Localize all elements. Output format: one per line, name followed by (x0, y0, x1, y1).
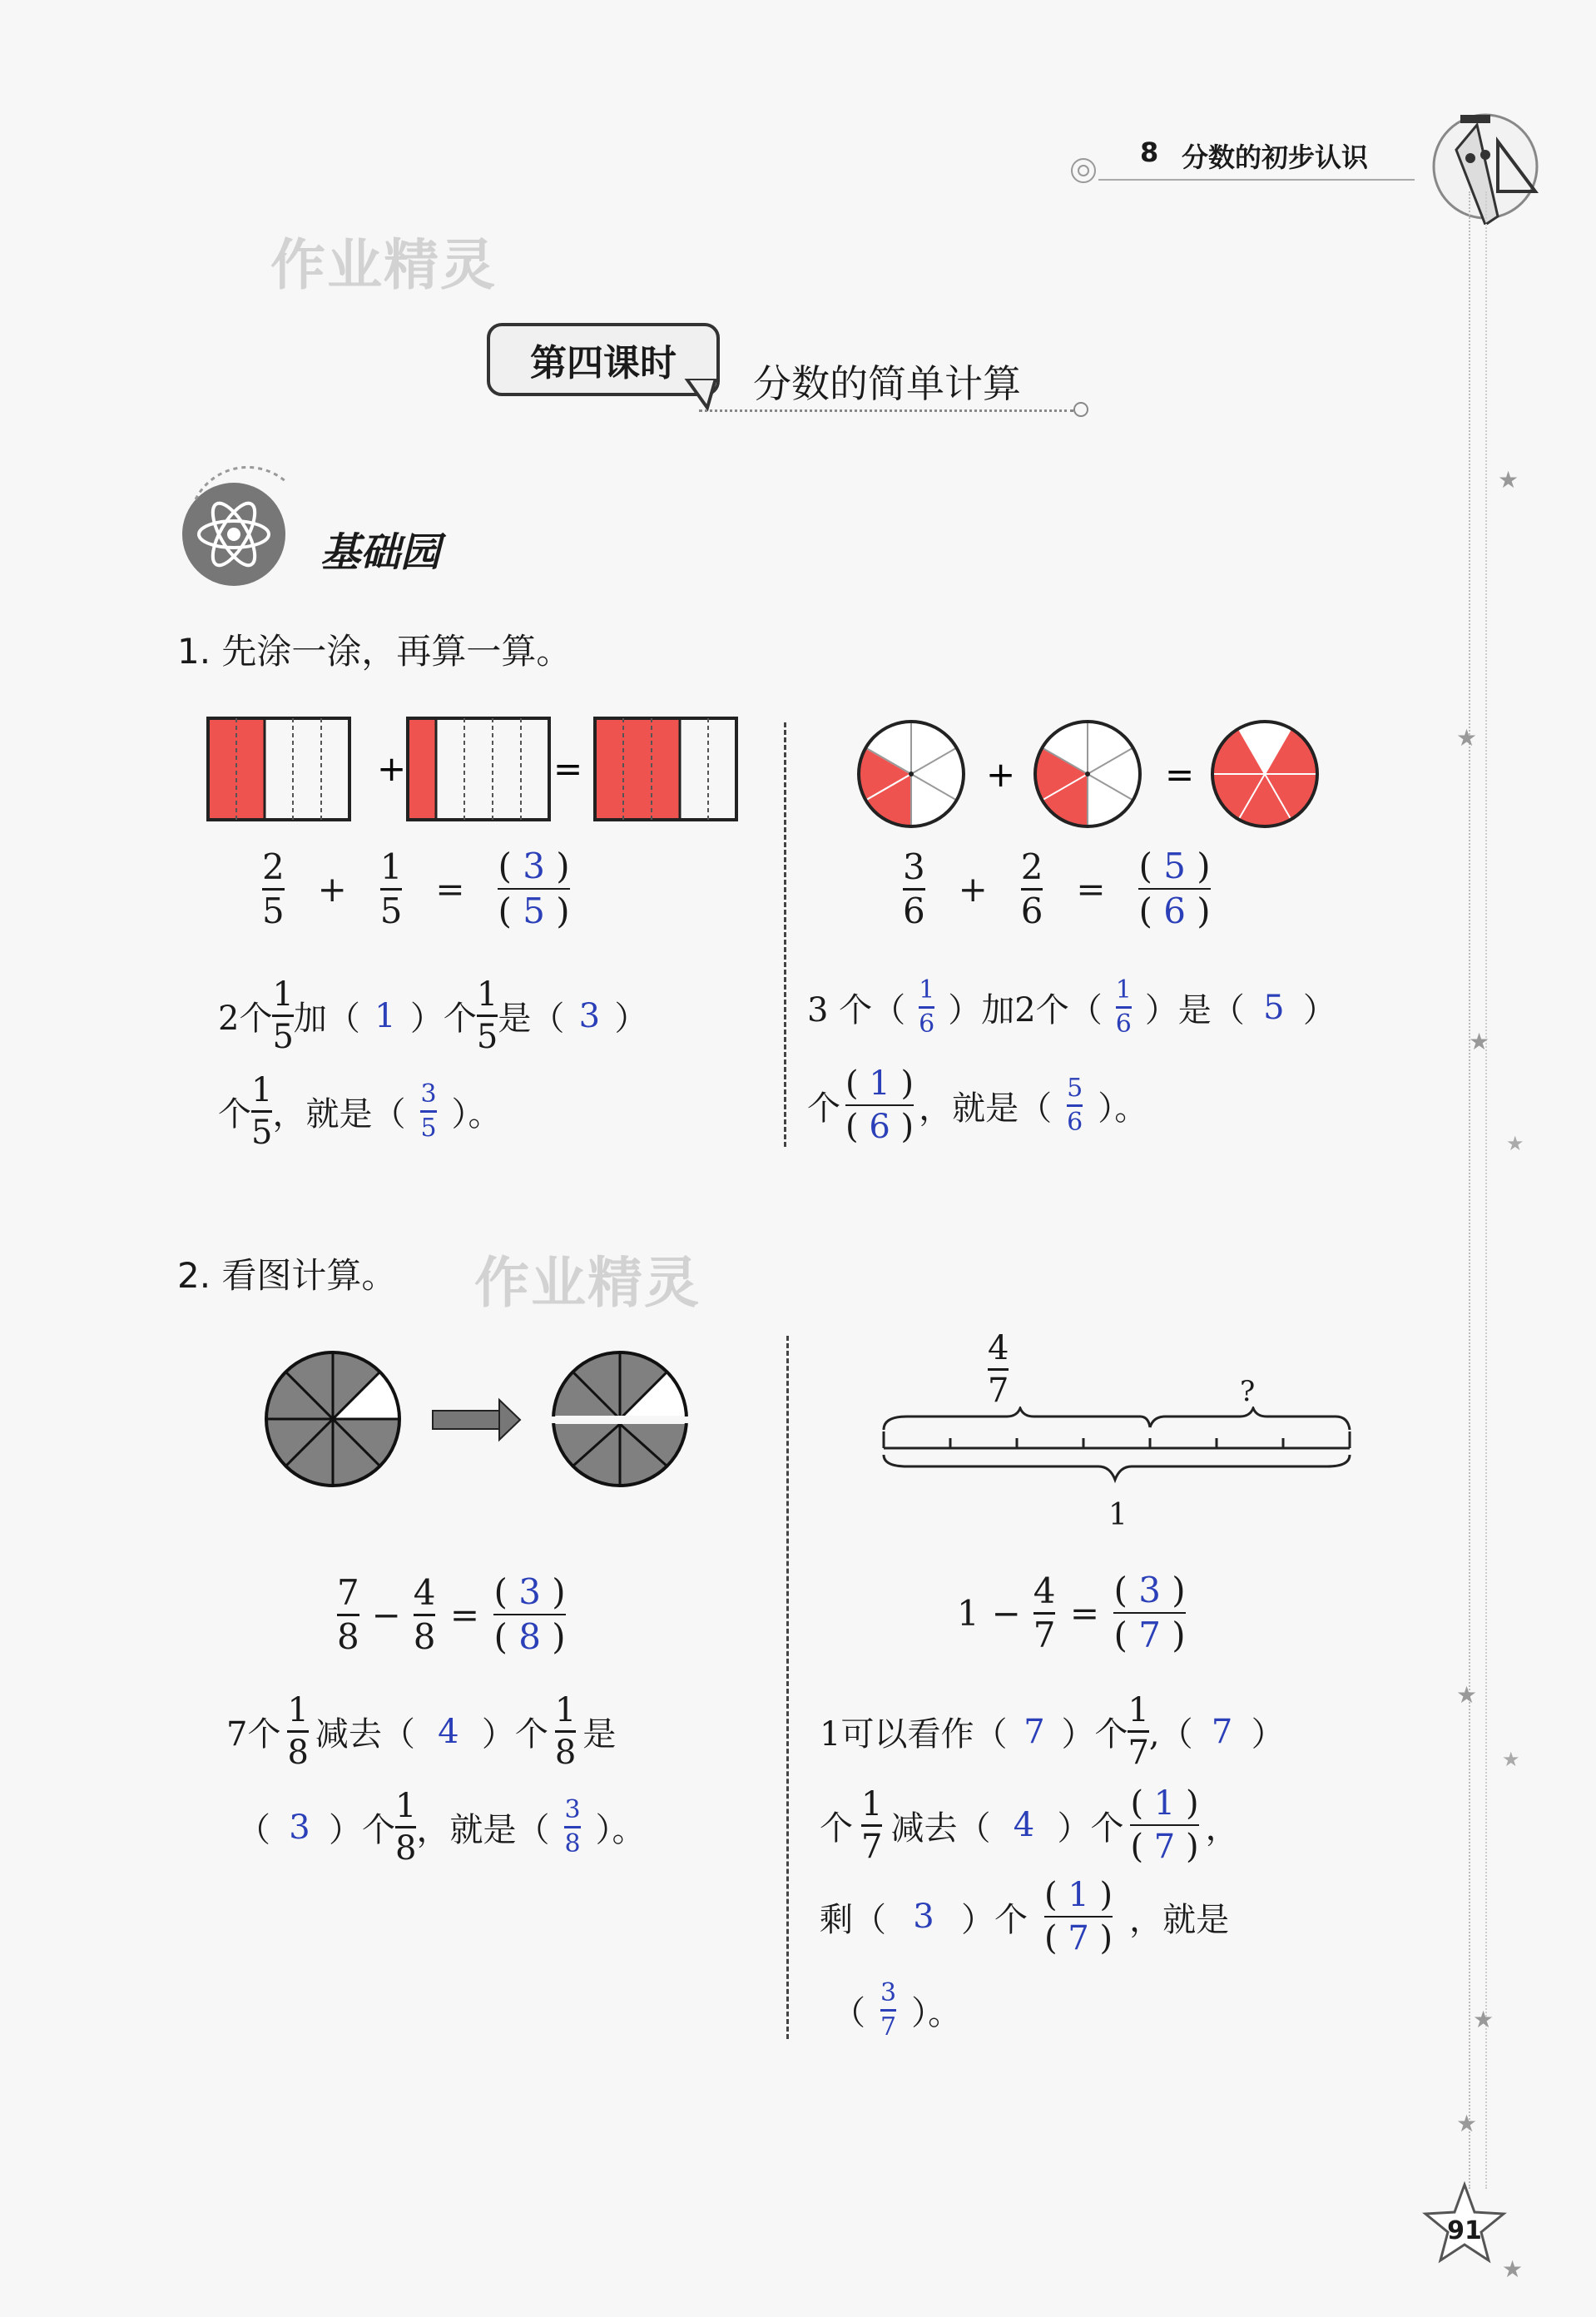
fraction: $\frac{3}{6}$ (903, 846, 925, 931)
q1-left-equation: $\frac{2}{5}$ + $\frac{1}{5}$ = ( 3 ) ( 5 ) (262, 846, 570, 932)
lesson-title: 分数的简单计算 (753, 361, 1021, 406)
tag-pointer (682, 379, 724, 412)
q2-divider (786, 1336, 789, 2039)
star-icon: ★ (1456, 724, 1478, 752)
diagram-top-fraction: $\frac{4}{7}$ (988, 1329, 1009, 1410)
star-icon: ★ (1502, 2255, 1524, 2283)
circle-3-of-8-remaining (552, 1352, 688, 1486)
fraction: $\frac{2}{6}$ (1020, 846, 1043, 931)
circle-2-of-6 (1035, 722, 1140, 826)
margin-line (1469, 191, 1470, 2189)
q2-left-text-2: （ 3 ）个 $\frac{1}{8}$ ，就是（ $\frac{3}{8}$ ）。 (237, 1787, 646, 1868)
q1-right-text-1: 3 个（ $\frac{1}{6}$ ）加2个（ $\frac{1}{6}$ ）是（ 5 ） (807, 975, 1336, 1039)
circle-7-of-8 (266, 1352, 399, 1486)
rect-3-of-5 (595, 718, 736, 820)
rect-2-of-5 (208, 718, 349, 820)
star-icon: ★ (1469, 1028, 1490, 1055)
q2-right-figure (874, 1407, 1365, 1506)
answer-fraction: ( 3 ) ( 5 ) (498, 846, 570, 932)
q1-right-text-2: 个 ( 1 ) ( 6 ) ，就是（ $\frac{5}{6}$ ）。 (807, 1064, 1148, 1146)
margin-line (1485, 191, 1487, 2189)
q2-right-text-3: 剩（ 3 ）个 ( 1 ) ( 7 ) ，就是 (820, 1876, 1230, 1957)
q2-left-equation: $\frac{7}{8}$ − $\frac{4}{8}$ = ( 3 ) ( 8 ) (337, 1571, 566, 1658)
star-icon: ★ (1502, 1748, 1520, 1771)
rect-1-of-5 (408, 718, 549, 820)
q2-right-text-1: 1可以看作（ 7 ）个 $\frac{1}{7}$ ,（ 7 ） (820, 1691, 1285, 1772)
q1-right-figure (853, 712, 1327, 836)
q1-right-equation: $\frac{3}{6}$ + $\frac{2}{6}$ = ( 5 ) ( 6 ) (903, 846, 1211, 932)
q1-prompt: 1. 先涂一涂，再算一算。 (177, 631, 572, 672)
answer-fraction: ( 5 ) ( 6 ) (1138, 846, 1211, 932)
star-icon: ★ (1498, 466, 1519, 494)
atom-icon (179, 466, 304, 591)
q2-prompt: 2. 看图计算。 (177, 1255, 397, 1296)
q2-right-text-2: 个 $\frac{1}{7}$ 减去（ 4 ）个 ( 1 ) ( 7 ) ， (820, 1784, 1239, 1866)
q1-left-text-2: 个 $\frac{1}{5}$ ，就是（ $\frac{3}{5}$ ）。 (218, 1071, 502, 1152)
star-icon: ★ (1506, 1132, 1524, 1155)
q1-left-text-1: 2个 $\frac{1}{5}$ 加（ 1 ）个 $\frac{1}{5}$ 是（ 3 ） (218, 975, 648, 1056)
watermark: 作业精灵 (270, 233, 497, 297)
plus-sign: + (986, 754, 1016, 795)
circle-3-of-6 (859, 722, 964, 826)
chapter-number: 8 (1140, 136, 1159, 168)
lesson-tag: 第四课时 (530, 342, 677, 385)
star-icon: ★ (1456, 1681, 1478, 1709)
circle-5-of-6 (1212, 722, 1317, 826)
watermark: 作业精灵 (474, 1251, 701, 1315)
q2-left-figure (262, 1348, 695, 1494)
diagram-question-mark: ? (1240, 1375, 1256, 1408)
q1-left-figure (204, 714, 745, 826)
plus-sign: + (377, 748, 407, 789)
equals-sign: = (1165, 754, 1195, 795)
title-underline (699, 409, 1073, 412)
star-icon: ★ (1456, 2110, 1478, 2137)
q2-right-text-4: （ $\frac{3}{7}$ ）。 (832, 1978, 962, 2042)
q2-left-text-1: 7个 $\frac{1}{8}$ 减去（ 4 ）个 $\frac{1}{8}$ 是 (226, 1691, 617, 1772)
equals-sign: = (553, 748, 583, 789)
underline-end-dot (1073, 402, 1088, 417)
fraction: $\frac{2}{5}$ (262, 846, 285, 931)
star-icon: ★ (1473, 2006, 1494, 2033)
chapter-title: 分数的初步认识 (1182, 141, 1369, 173)
q2-right-equation: 1 − $\frac{4}{7}$ = ( 3 ) ( 7 ) (957, 1570, 1186, 1656)
diagram-whole-label: 1 (1108, 1498, 1128, 1532)
arrow-right-icon (433, 1400, 520, 1440)
section-title: 基础园 (320, 529, 441, 576)
fraction: $\frac{1}{5}$ (379, 846, 403, 931)
page-number: 91 (1447, 2216, 1482, 2245)
q1-divider (784, 722, 786, 1147)
